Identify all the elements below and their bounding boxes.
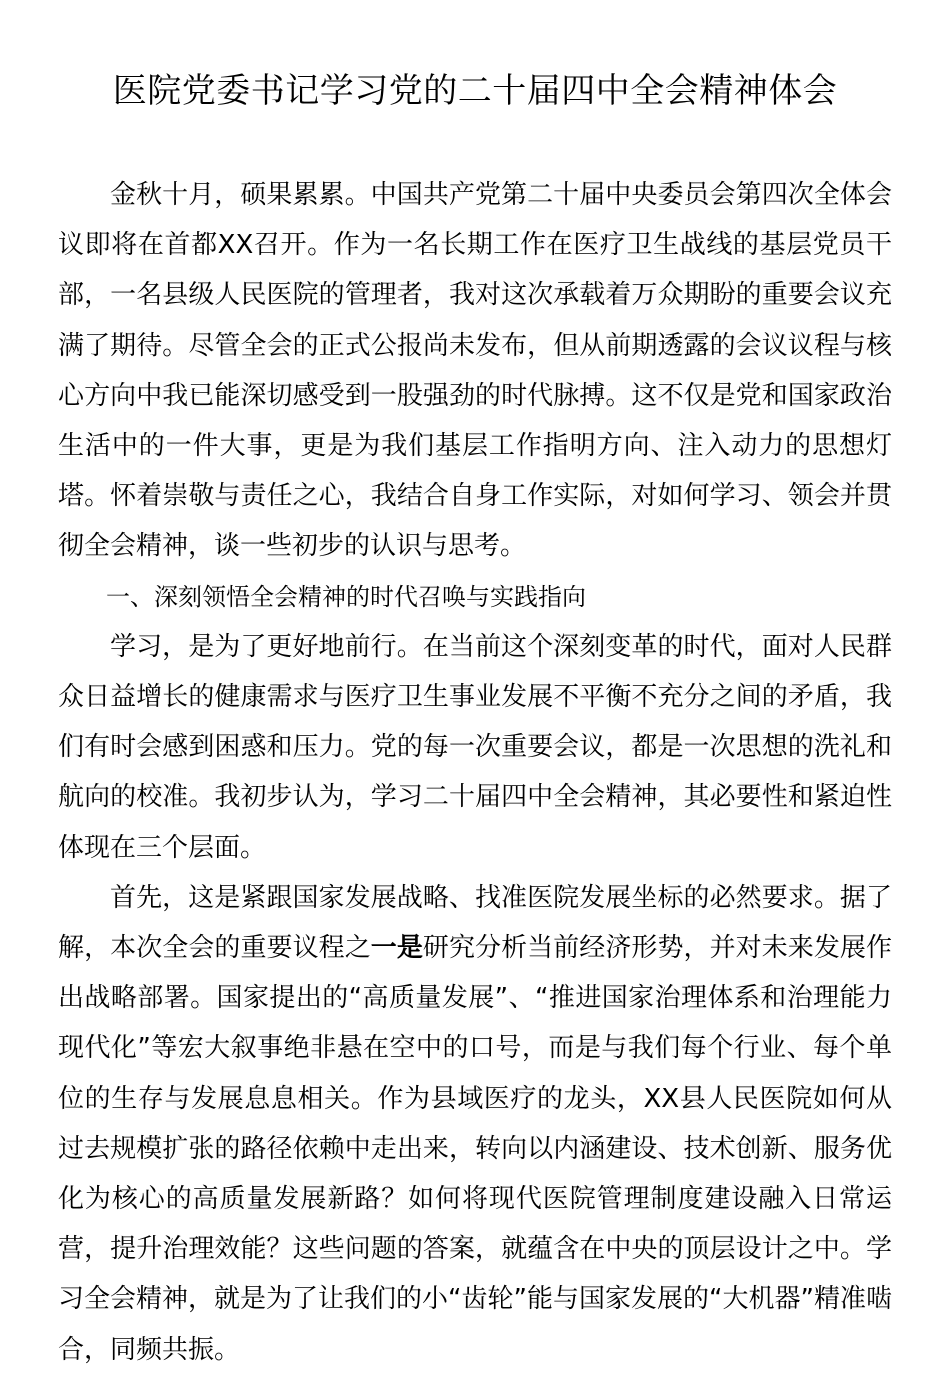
section-heading: 一、深刻领悟全会精神的时代召唤与实践指向 <box>106 582 586 611</box>
intro-paragraph: 金秋十月，硕果累累。中国共产党第二十届中央委员会第四次全体会议即将在首都XX召开。作为一名长期工作在医疗卫生战线的基层党员干部，一名县级人民医院的管理者，我对这次承载着万众期盼的重要会议充满了期待。尽管全会的正式公报尚未发布，但从前期透露的会议议程与核心方向中我已能深切感受到一股强劲的时代脉搏。这不仅是党和国家政治生活中的一件大事，更是为我们基层工作指明方向、注入动力的思想灯塔。怀着崇敬与责任之心，我结合自身工作实际，对如何学习、领会并贯彻全会精神，谈一些初步的认识与思考。 <box>58 180 892 562</box>
body-paragraph-learning: 学习，是为了更好地前行。在当前这个深刻变革的时代，面对人民群众日益增长的健康需求与医疗卫生事业发展不平衡不充分之间的矛盾，我们有时会感到困惑和压力。党的每一次重要会议，都是一次思想的洗礼和航向的校准。我初步认为，学习二十届四中全会精神，其必要性和紧迫性体现在三个层面。 <box>58 631 892 863</box>
paragraph-text-after-bold: 研究分析当前经济形势，并对未来发展作出战略部署。国家提出的“高质量发展”、“推进国家治理体系和治理能力现代化”等宏大叙事绝非悬在空中的口号，而是与我们每个行业、每个单位的生存与发展息息相关。作为县域医疗的龙头，XX县人民医院如何从过去规模扩张的路径依赖中走出来，转向以内涵建设、技术创新、服务优化为核心的高质量发展新路？如何将现代医院管理制度建设融入日常运营，提升治理效能？这些问题的答案，就蕴含在中央的顶层设计之中。学习全会精神，就是为了让我们的小“齿轮”能与国家发展的“大机器”精准啮合，同频共振。 <box>58 933 892 1365</box>
paragraph-text-before-bold: 首先，这是紧跟国家发展战略、找准医院发展坐标的必然要求。据了解，本次全会的重要议程之 <box>58 882 892 964</box>
body-paragraph-first <box>58 873 892 1375</box>
bold-emphasis-text: 一是 <box>370 933 423 964</box>
document-title: 医院党委书记学习党的二十届四中全会精神体会 <box>112 71 838 111</box>
